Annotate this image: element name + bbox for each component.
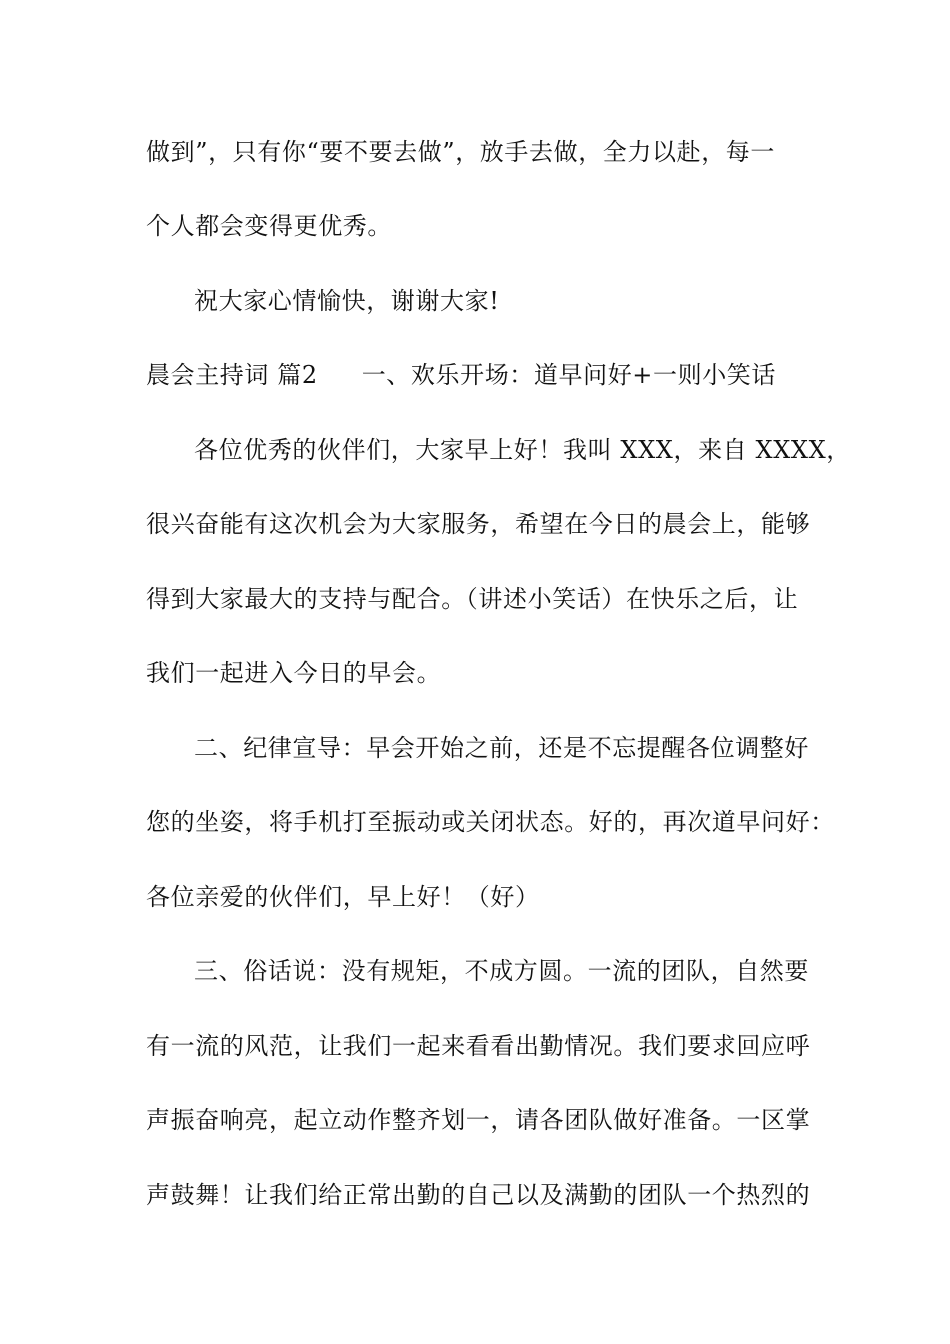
paragraph-line: 您的坐姿，将手机打至振动或关闭状态。好的，再次道早问好： bbox=[146, 808, 835, 836]
paragraph-line: 声鼓舞！让我们给正常出勤的自己以及满勤的团队一个热烈的 bbox=[146, 1181, 811, 1209]
paragraph-line: 得到大家最大的支持与配合。（讲述小笑话）在快乐之后，让 bbox=[146, 585, 799, 613]
closing-line: 祝大家心情愉快，谢谢大家! bbox=[194, 287, 500, 315]
section-heading bbox=[146, 359, 826, 391]
paragraph-line: 各位亲爱的伙伴们，早上好！（好） bbox=[146, 883, 540, 911]
paragraph-line: 三、俗话说：没有规矩，不成方圆。一流的团队，自然要 bbox=[194, 957, 809, 985]
paragraph-line: 做到”，只有你“要不要去做”，放手去做，全力以赴，每一 bbox=[146, 138, 776, 166]
paragraph-line: 二、纪律宣导：早会开始之前，还是不忘提醒各位调整好 bbox=[194, 734, 809, 762]
paragraph-line: 我们一起进入今日的早会。 bbox=[146, 659, 442, 687]
paragraph-line: 各位优秀的伙伴们，大家早上好！我叫 XXX，来自 XXXX， bbox=[194, 436, 851, 464]
section-subtitle: 一、欢乐开场：道早问好+一则小笑话 bbox=[361, 361, 777, 389]
paragraph-line: 个人都会变得更优秀。 bbox=[146, 212, 392, 240]
paragraph-line: 有一流的风范，让我们一起来看看出勤情况。我们要求回应呼 bbox=[146, 1032, 811, 1060]
paragraph-line: 很兴奋能有这次机会为大家服务，希望在今日的晨会上，能够 bbox=[146, 510, 811, 538]
paragraph-line: 声振奋响亮，起立动作整齐划一，请各团队做好准备。一区掌 bbox=[146, 1106, 811, 1134]
section-title: 晨会主持词 篇2 bbox=[146, 361, 318, 389]
